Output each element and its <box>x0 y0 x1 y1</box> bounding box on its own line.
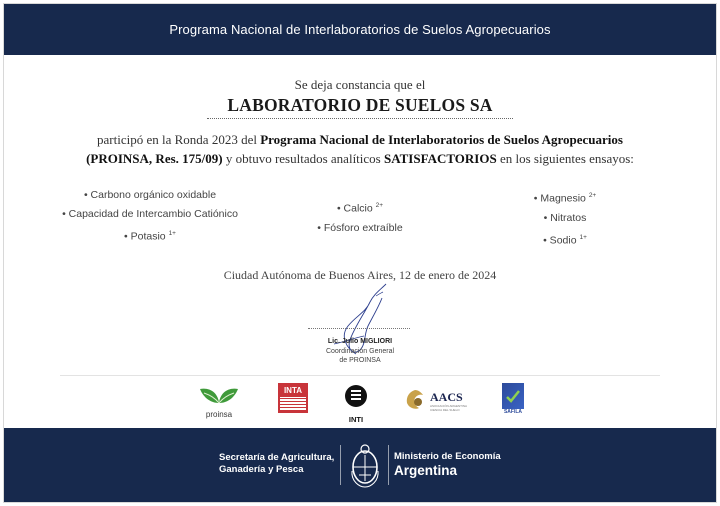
signer-role-1: Coordinación General <box>325 347 395 355</box>
place-date: Ciudad Autónoma de Buenos Aires, 12 de enero de 2024 <box>223 268 497 282</box>
name-underline <box>207 118 513 119</box>
statement-part2: y obtuvo resultados analíticos <box>222 151 384 166</box>
test-item: • Capacidad de Intercambio Catiónico <box>62 208 238 220</box>
test-item: • Calcio $^{2+}$ <box>336 202 384 215</box>
tests-column-3 <box>500 186 630 250</box>
test-item: • Carbono orgánico oxidable <box>83 189 217 201</box>
statement-text <box>40 130 680 168</box>
signer-name: Lic. Julio MIGLIORI <box>327 338 393 345</box>
test-item: • Potasio $^{1+}$ <box>124 230 176 243</box>
signature-line <box>308 328 410 329</box>
aacs-label: AACS <box>430 390 463 404</box>
proinsa-leaf-icon <box>198 383 240 407</box>
tests-column-2 <box>270 196 450 238</box>
header-title: Programa Nacional de Interlaboratorios de Suelos Agropecuarios <box>169 22 551 37</box>
ministerio-block <box>394 451 501 479</box>
program-name: Programa Nacional de Interlaboratorios de Suelos Agropecuarios <box>260 132 623 147</box>
ministerio-label: Ministerio de Economía <box>394 451 501 462</box>
statement-part1: participó en la Ronda 2023 del <box>97 132 261 147</box>
signer-block <box>280 337 440 366</box>
inta-label: INTA <box>280 385 306 397</box>
proinsa-logo <box>198 383 240 419</box>
result-status: SATISFACTORIOS <box>383 151 497 166</box>
test-item: • Sodio $^{1+}$ <box>543 233 587 246</box>
test-item: • Nitratos <box>543 211 587 224</box>
proinsa-label: proinsa <box>205 410 233 419</box>
inti-logo <box>343 383 369 424</box>
partner-logos <box>0 383 720 424</box>
tests-column-1 <box>50 186 250 247</box>
safila-logo <box>502 383 524 415</box>
safila-check-icon <box>502 383 524 409</box>
lead-text: Se deja constancia que el <box>294 77 426 92</box>
safila-label: SAFILA <box>503 409 523 415</box>
footer-band <box>4 428 716 502</box>
signer-role-2: de PROINSA <box>339 357 381 364</box>
aacs-sub-2: CIENCIA DEL SUELO <box>430 407 460 412</box>
inta-logo <box>278 383 308 413</box>
national-seal-icon <box>349 441 381 489</box>
aacs-sub-1: ASOCIACIÓN ARGENTINA <box>430 404 468 408</box>
footer-divider-left <box>340 445 341 485</box>
logos-separator <box>60 375 660 376</box>
inti-emblem-icon <box>343 383 369 409</box>
test-item: • Fósforo extraíble <box>317 221 403 234</box>
test-item: • Magnesio $^{2+}$ <box>533 192 597 205</box>
country-label: Argentina <box>394 463 458 478</box>
secretaria-line-2: Ganadería y Pesca <box>219 464 304 475</box>
resolution: (PROINSA, Res. 175/09) <box>86 151 223 166</box>
secretaria-block <box>219 452 334 476</box>
statement-part3: en los siguientes ensayos: <box>496 151 634 166</box>
aacs-emblem-icon <box>403 388 427 412</box>
secretaria-line-1: Secretaría de Agricultura, <box>219 452 335 463</box>
header-band <box>4 4 716 55</box>
inti-label: INTI <box>348 415 364 424</box>
footer-divider-right <box>388 445 389 485</box>
laboratory-name: LABORATORIO DE SUELOS SA <box>227 95 493 115</box>
